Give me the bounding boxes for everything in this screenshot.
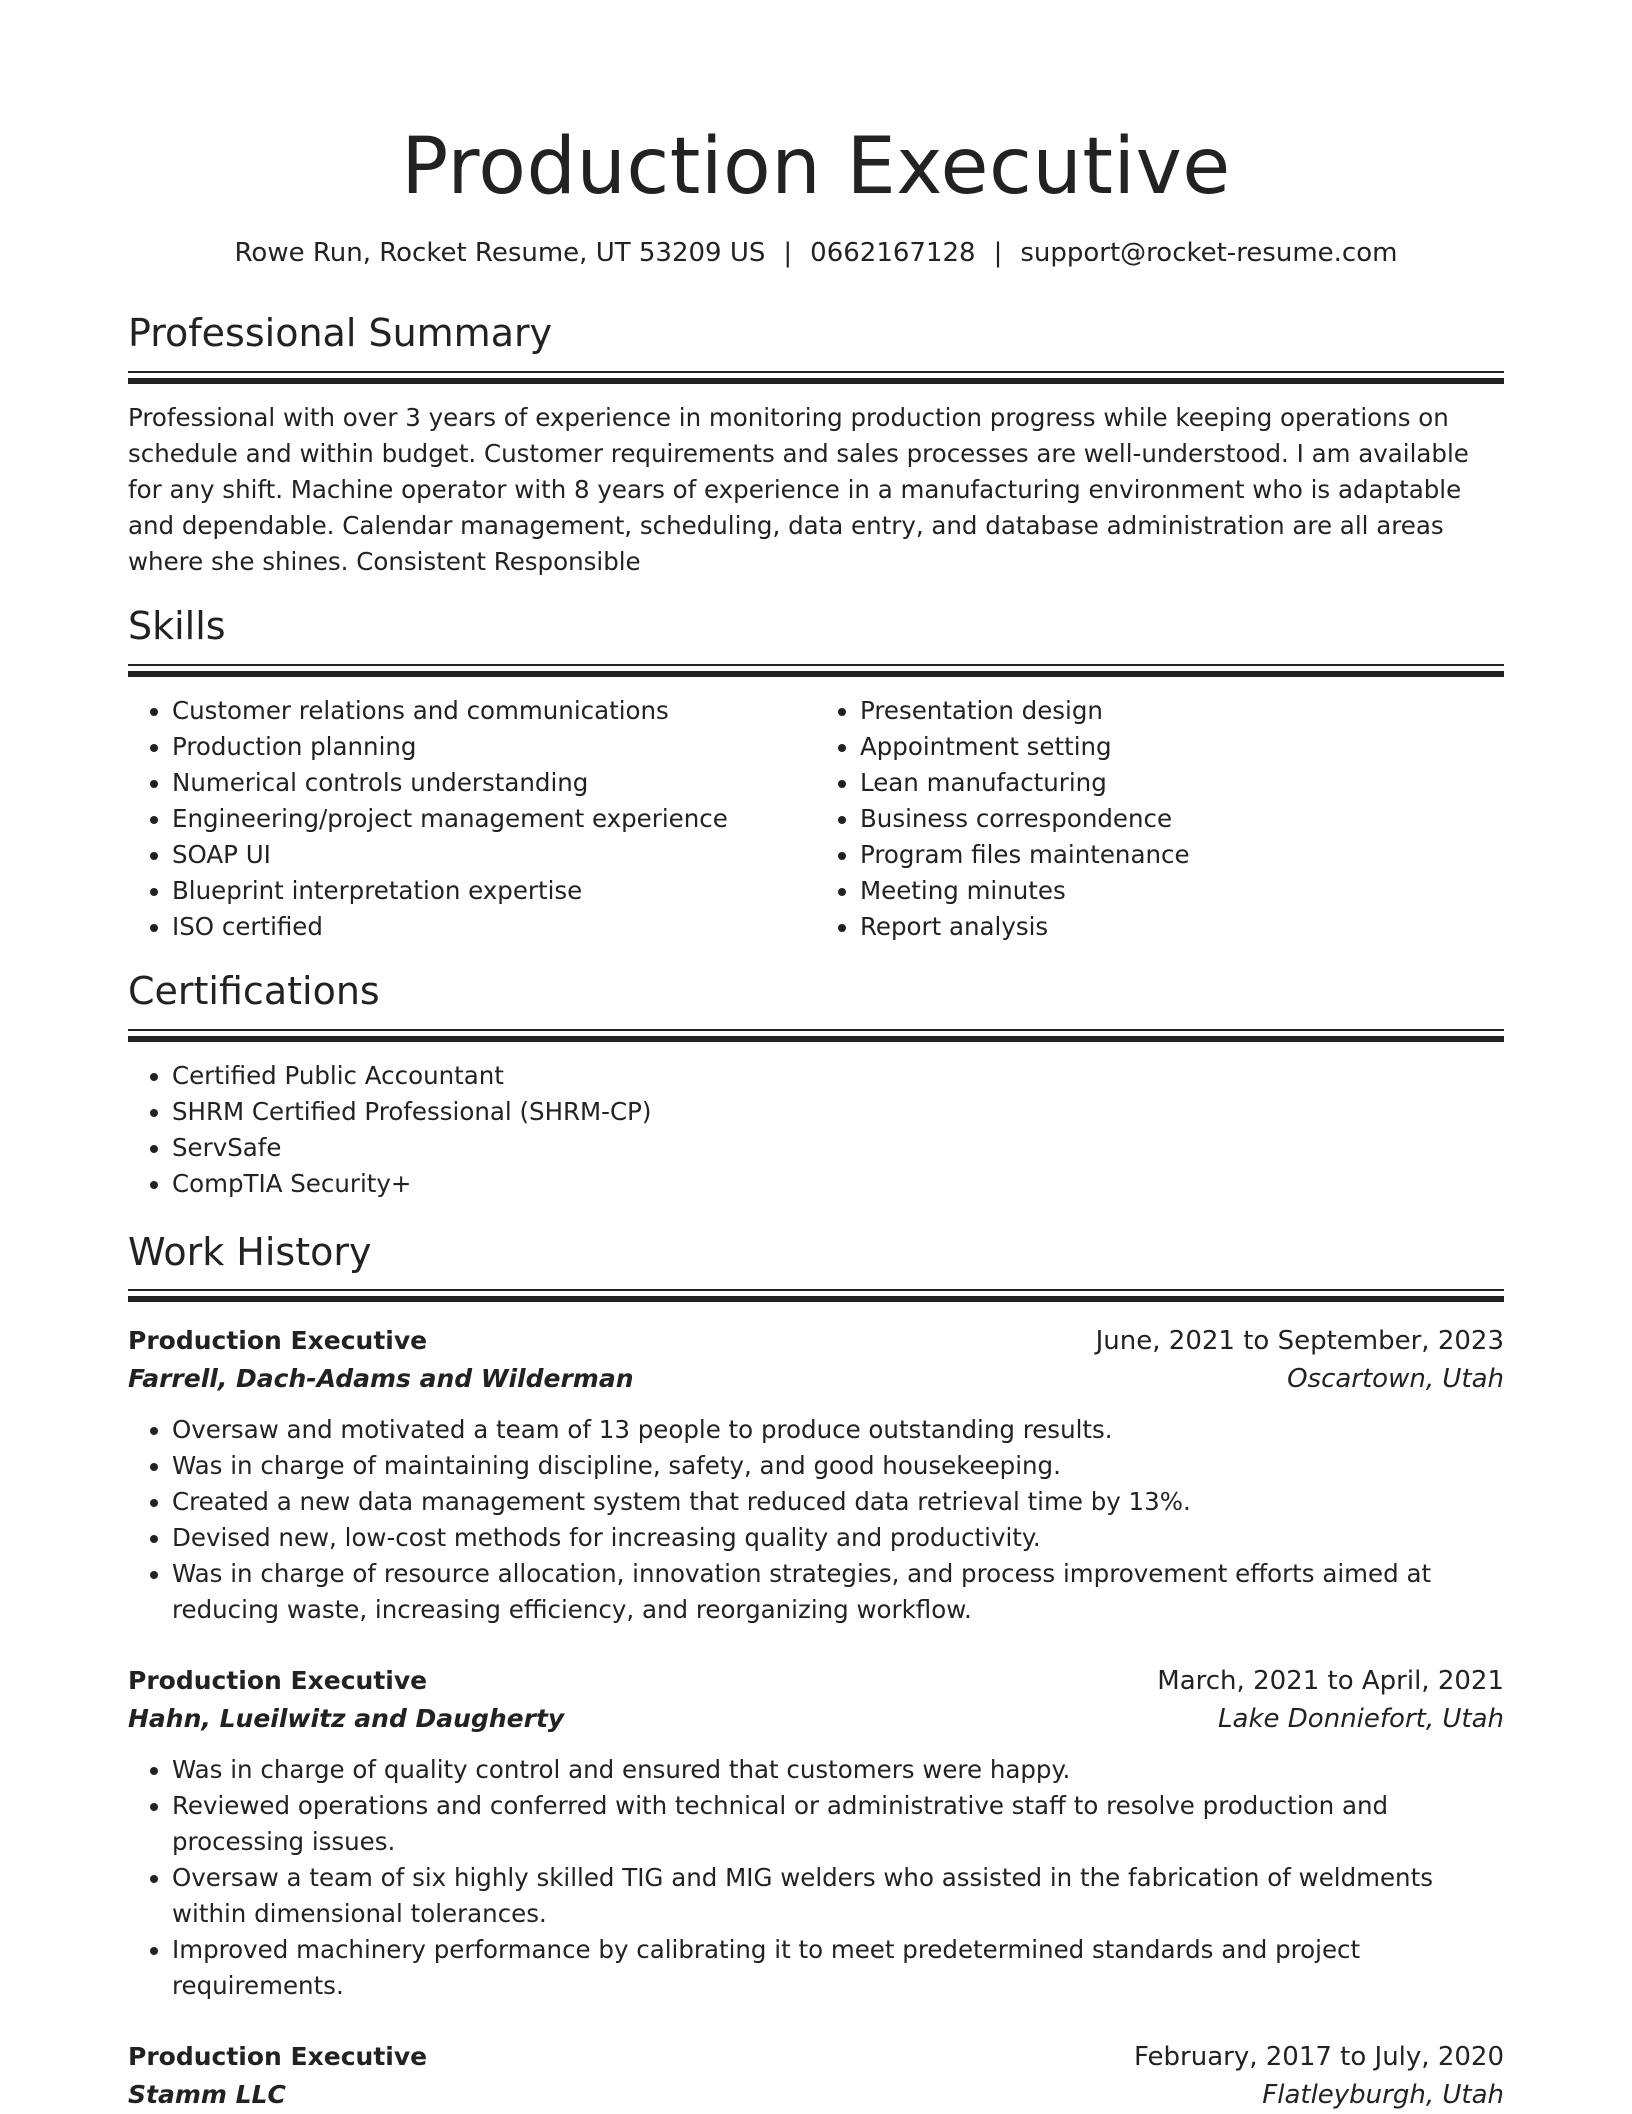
skills-list-right bbox=[816, 693, 1504, 945]
skill-item: • Production planning bbox=[172, 729, 816, 765]
job-title: Production Executive bbox=[128, 2042, 428, 2072]
certification-item: • ServSafe bbox=[172, 1130, 1504, 1166]
job-subheader bbox=[128, 1360, 1504, 1398]
contact-email: support@rocket-resume.com bbox=[1020, 238, 1398, 268]
job-subheader bbox=[128, 1700, 1504, 1738]
job-entry bbox=[128, 1662, 1504, 2004]
skill-item: • Program files maintenance bbox=[860, 837, 1504, 873]
job-dates: June, 2021 to September, 2023 bbox=[1095, 1326, 1504, 1357]
skill-item: • SOAP UI bbox=[172, 837, 816, 873]
section-divider bbox=[128, 664, 1504, 677]
section-heading: Professional Summary bbox=[128, 311, 553, 356]
section-divider bbox=[128, 1289, 1504, 1302]
section-divider bbox=[128, 371, 1504, 384]
skill-item: • Report analysis bbox=[860, 909, 1504, 945]
work-history-section bbox=[128, 1229, 1504, 2114]
job-entry bbox=[128, 2038, 1504, 2114]
job-header bbox=[128, 2038, 1504, 2076]
job-bullet: • Oversaw and motivated a team of 13 people to produce outstanding results. bbox=[172, 1412, 1504, 1448]
skill-item: • Blueprint interpretation expertise bbox=[172, 873, 816, 909]
job-header bbox=[128, 1322, 1504, 1360]
job-entry bbox=[128, 1322, 1504, 1628]
job-title: Production Executive bbox=[128, 1326, 428, 1356]
section-divider bbox=[128, 1029, 1504, 1042]
contact-phone: 0662167128 bbox=[810, 238, 976, 268]
job-bullet: • Improved machinery performance by calibrating it to meet predetermined standards and project requirements. bbox=[172, 1932, 1504, 2004]
section-heading: Skills bbox=[128, 603, 226, 648]
skill-item: • Presentation design bbox=[860, 693, 1504, 729]
skills-section bbox=[128, 603, 1504, 945]
contact-address: Rowe Run, Rocket Resume, UT 53209 US bbox=[234, 238, 766, 268]
job-company: Stamm LLC bbox=[128, 2080, 286, 2110]
job-location: Oscartown, Utah bbox=[1287, 1364, 1504, 1395]
job-bullets bbox=[128, 1752, 1504, 2004]
job-title: Production Executive bbox=[128, 1666, 428, 1696]
certifications-list bbox=[128, 1058, 1504, 1202]
job-bullet: • Oversaw a team of six highly skilled TIG and MIG welders who assisted in the fabrication of weldments within dimensional tolerances. bbox=[172, 1860, 1504, 1932]
summary-section bbox=[128, 313, 1504, 580]
job-bullet: • Was in charge of quality control and ensured that customers were happy. bbox=[172, 1752, 1504, 1788]
skill-item: • Meeting minutes bbox=[860, 873, 1504, 909]
certification-item: • Certified Public Accountant bbox=[172, 1058, 1504, 1094]
skill-item: • Appointment setting bbox=[860, 729, 1504, 765]
section-heading: Work History bbox=[128, 1229, 372, 1274]
contact-separator: | bbox=[783, 238, 793, 268]
skill-item: • Business correspondence bbox=[860, 801, 1504, 837]
certification-item: • CompTIA Security+ bbox=[172, 1166, 1504, 1202]
job-dates: March, 2021 to April, 2021 bbox=[1157, 1666, 1504, 1697]
job-company: Hahn, Lueilwitz and Daugherty bbox=[128, 1704, 565, 1734]
job-bullet: • Was in charge of maintaining discipline, safety, and good housekeeping. bbox=[172, 1448, 1504, 1484]
job-bullets bbox=[128, 1412, 1504, 1628]
job-dates: February, 2017 to July, 2020 bbox=[1134, 2042, 1504, 2073]
job-bullet: • Created a new data management system that reduced data retrieval time by 13%. bbox=[172, 1484, 1504, 1520]
job-location: Lake Donniefort, Utah bbox=[1218, 1704, 1504, 1735]
summary-text: Professional with over 3 years of experience in monitoring production progress while keeping operations on schedule and within budget. Customer requirements and sales processes are well-understood. I am available for any shift. Machine operator with 8 years of experience in a manufacturing environment who is adaptable and dependable. Calendar management, scheduling, data entry, and database administration are all areas where she shines. Consistent Responsible bbox=[128, 402, 1469, 576]
job-location: Flatleyburgh, Utah bbox=[1262, 2080, 1504, 2111]
job-header bbox=[128, 1662, 1504, 1700]
contact-separator: | bbox=[993, 238, 1003, 268]
contact-line bbox=[128, 238, 1504, 269]
resume-page bbox=[128, 110, 1504, 2114]
certification-item: • SHRM Certified Professional (SHRM-CP) bbox=[172, 1094, 1504, 1130]
job-bullet: • Reviewed operations and conferred with technical or administrative staff to resolve production and processing issues. bbox=[172, 1788, 1504, 1860]
candidate-name: Production Executive bbox=[401, 122, 1231, 212]
job-bullet: • Was in charge of resource allocation, innovation strategies, and process improvement efforts aimed at reducing waste, increasing efficiency, and reorganizing workflow. bbox=[172, 1556, 1504, 1628]
certifications-section bbox=[128, 968, 1504, 1202]
skill-item: • Numerical controls understanding bbox=[172, 765, 816, 801]
skill-item: • Engineering/project management experience bbox=[172, 801, 816, 837]
section-heading: Certifications bbox=[128, 968, 380, 1013]
job-bullet: • Devised new, low-cost methods for increasing quality and productivity. bbox=[172, 1520, 1504, 1556]
skills-list-left bbox=[128, 693, 816, 945]
skill-item: • Customer relations and communications bbox=[172, 693, 816, 729]
job-subheader bbox=[128, 2076, 1504, 2114]
job-company: Farrell, Dach-Adams and Wilderman bbox=[128, 1364, 634, 1394]
skill-item: • ISO certified bbox=[172, 909, 816, 945]
skill-item: • Lean manufacturing bbox=[860, 765, 1504, 801]
skills-columns bbox=[128, 693, 1504, 945]
